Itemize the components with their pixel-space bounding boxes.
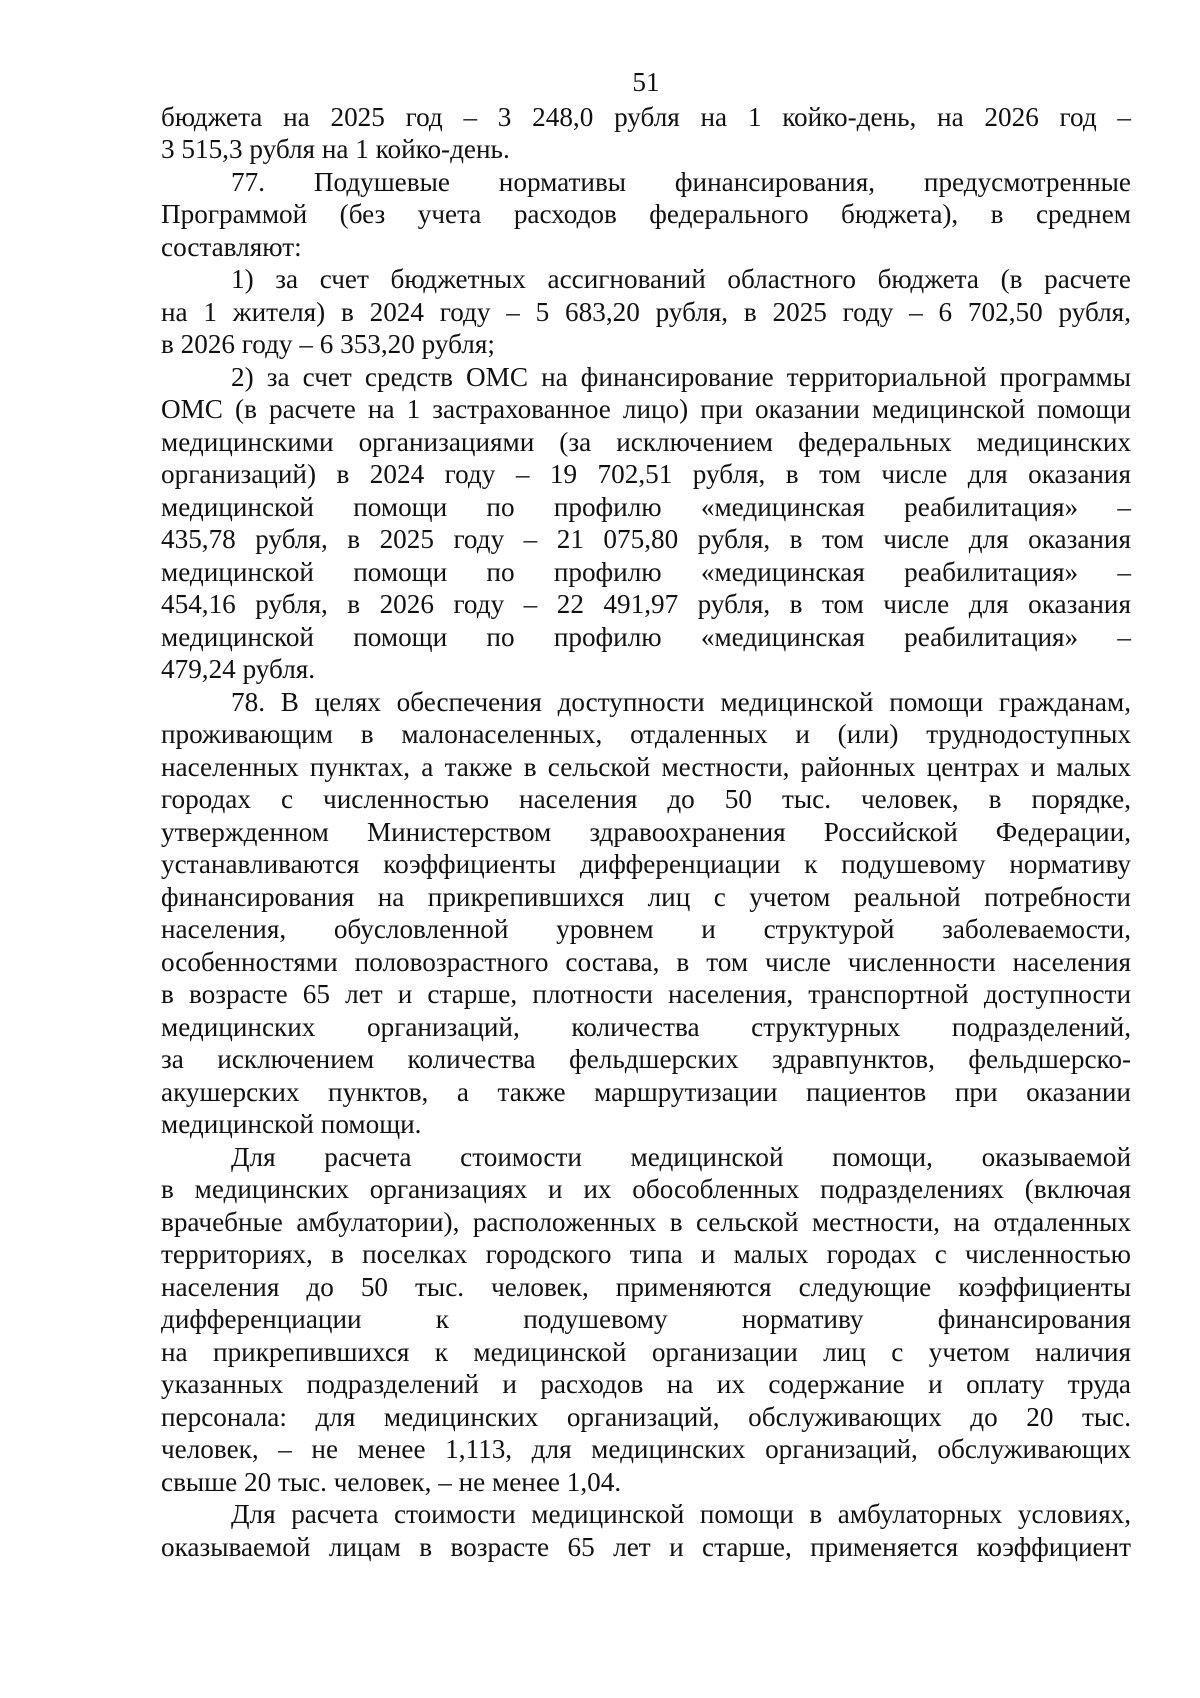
text-line: особенностями половозрастного состава, в том числе численности населения	[161, 946, 1131, 977]
text-line: врачебные амбулатории), расположенных в сельской местности, на отдаленных	[161, 1206, 1131, 1237]
text-line: 3 515,3 рубля на 1 койко-день.	[161, 134, 510, 164]
text-line: оказываемой лицам в возрасте 65 лет и старше, применяется коэффициент	[161, 1531, 1131, 1562]
text-line: Для расчета стоимости медицинской помощи в амбулаторных условиях,	[231, 1499, 1131, 1529]
text-line: человек, – не менее 1,113, для медицинских организаций, обслуживающих	[161, 1434, 1131, 1464]
text-line: указанных подразделений и расходов на их содержание и оплату труда	[161, 1369, 1131, 1399]
text-line: медицинской помощи по профилю «медицинская реабилитация» –	[161, 556, 1131, 587]
text-line: финансирования на прикрепившихся лиц с учетом реальной потребности	[161, 881, 1131, 912]
text-line: персонала: для медицинских организаций, обслуживающих до 20 тыс.	[161, 1401, 1131, 1432]
text-line: за исключением количества фельдшерских здравпунктов, фельдшерско-	[161, 1044, 1131, 1074]
text-line: 454,16 рубля, в 2026 году – 22 491,97 рубля, в том числе для оказания	[161, 589, 1131, 619]
text-line: проживающим в малонаселенных, отдаленных и (или) труднодоступных	[161, 719, 1131, 749]
text-line: медицинскими организациями (за исключением федеральных медицинских	[161, 426, 1131, 457]
text-line: бюджета на 2025 год – 3 248,0 рубля на 1 койко-день, на 2026 год –	[161, 101, 1131, 132]
text-line: свыше 20 тыс. человек, – не менее 1,04.	[161, 1466, 622, 1497]
text-line: населения до 50 тыс. человек, применяются следующие коэффициенты	[161, 1271, 1131, 1302]
text-line: населенных пунктах, а также в сельской местности, районных центрах и малых	[161, 751, 1131, 782]
text-line: на 1 жителя) в 2024 году – 5 683,20 рубля, в 2025 году – 6 702,50 рубля,	[161, 296, 1131, 327]
text-line: в возрасте 65 лет и старше, плотности населения, транспортной доступности	[161, 979, 1131, 1009]
text-line: 435,78 рубля, в 2025 году – 21 075,80 рубля, в том числе для оказания	[161, 524, 1131, 554]
text-line: в 2026 году – 6 353,20 рубля;	[161, 329, 495, 359]
text-line: организаций) в 2024 году – 19 702,51 рубля, в том числе для оказания	[161, 459, 1131, 489]
text-line: Программой (без учета расходов федерального бюджета), в среднем	[161, 199, 1131, 229]
text-line: медицинской помощи по профилю «медицинская реабилитация» –	[161, 621, 1131, 652]
text-line: территориях, в поселках городского типа и малых городах с численностью	[161, 1239, 1131, 1269]
text-line: 1) за счет бюджетных ассигнований областного бюджета (в расчете	[231, 264, 1131, 294]
text-line: на прикрепившихся к медицинской организации лиц с учетом наличия	[161, 1336, 1131, 1367]
document-page	[161, 66, 1131, 1563]
text-line: акушерских пунктов, а также маршрутизации пациентов при оказании	[161, 1076, 1131, 1107]
text-line: Для расчета стоимости медицинской помощи, оказываемой	[231, 1141, 1131, 1172]
text-line: медицинской помощи по профилю «медицинская реабилитация» –	[161, 491, 1131, 522]
text-line: дифференциации к подушевому нормативу финансирования	[161, 1304, 1131, 1334]
text-line: составляют:	[161, 231, 302, 262]
text-line: медицинской помощи.	[161, 1109, 422, 1139]
text-line: медицинских организаций, количества структурных подразделений,	[161, 1011, 1131, 1042]
document-body	[161, 101, 1131, 1564]
text-line: 479,24 рубля.	[161, 654, 316, 684]
text-line: населения, обусловленной уровнем и структурой заболеваемости,	[161, 914, 1131, 944]
text-line: 77. Подушевые нормативы финансирования, предусмотренные	[231, 166, 1131, 197]
text-line: в медицинских организациях и их обособленных подразделениях (включая	[161, 1174, 1131, 1204]
text-line: утвержденном Министерством здравоохранения Российской Федерации,	[161, 816, 1131, 847]
page-number: 51	[632, 67, 660, 97]
text-line: 2) за счет средств ОМС на финансирование территориальной программы	[231, 361, 1131, 392]
text-line: городах с численностью населения до 50 тыс. человек, в порядке,	[161, 784, 1131, 814]
text-line: 78. В целях обеспечения доступности медицинской помощи гражданам,	[231, 686, 1131, 717]
text-line: ОМС (в расчете на 1 застрахованное лицо) при оказании медицинской помощи	[161, 394, 1131, 424]
text-line: устанавливаются коэффициенты дифференциации к подушевому нормативу	[161, 849, 1131, 879]
